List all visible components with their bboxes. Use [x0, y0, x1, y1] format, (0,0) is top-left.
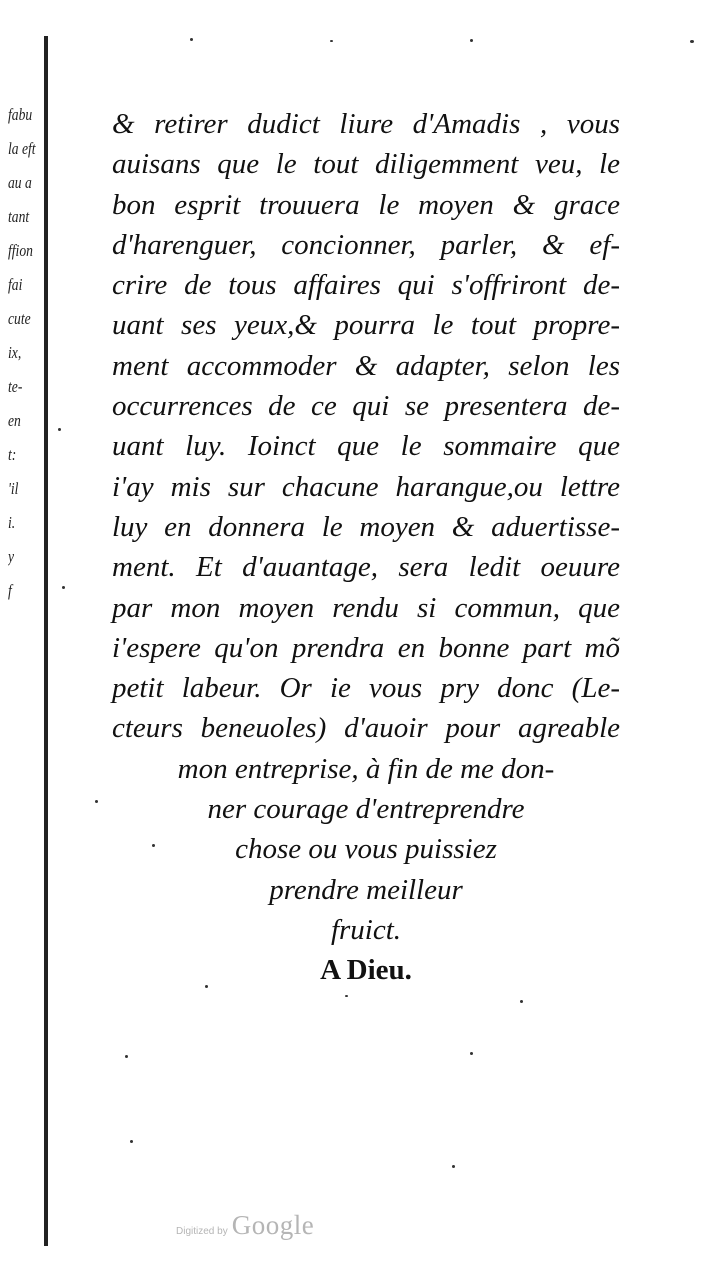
- scan-speck: [330, 40, 333, 42]
- scan-speck: [690, 40, 694, 43]
- text-line: ment. Et d'auantage, sera ledit oeuure: [112, 551, 620, 584]
- scan-speck: [452, 1165, 455, 1168]
- text-line: uant ses yeux,& pourra le tout propre-: [112, 309, 620, 342]
- google-logo: Google: [231, 1210, 315, 1240]
- scan-speck: [58, 428, 61, 431]
- scan-speck: [345, 995, 348, 997]
- tail-line: ner courage d'entreprendre: [207, 793, 525, 826]
- text-line: i'espere qu'on prendra en bonne part mõ: [112, 631, 620, 664]
- scan-speck: [470, 1052, 473, 1055]
- tail-line: fruict.: [330, 913, 402, 946]
- gutter-fragment: ix,: [8, 343, 22, 362]
- text-line: cteurs beneuoles) d'auoir pour agreable: [112, 712, 620, 745]
- text-line: occurrences de ce qui se presentera de-: [112, 390, 620, 423]
- gutter-fragment: f: [8, 581, 12, 600]
- gutter-fragment: la eft: [8, 139, 36, 158]
- gutter-fragment: cute: [8, 309, 31, 328]
- gutter-fragment: i.: [8, 513, 16, 532]
- text-line: crire de tous affaires qui s'offriront de-: [112, 269, 620, 302]
- facing-page-gutter: [8, 105, 44, 615]
- gutter-fragment: fai: [8, 275, 23, 294]
- tail-line: chose ou vous puissiez: [235, 833, 497, 866]
- text-line: par mon moyen rendu si commun, que: [112, 591, 620, 624]
- text-line: ment accommoder & adapter, selon les: [112, 349, 620, 382]
- text-line: uant luy. Ioinct que le sommaire que: [112, 430, 620, 463]
- text-line: d'harenguer, concionner, parler, & ef-: [112, 228, 620, 261]
- scan-speck: [520, 1000, 523, 1003]
- gutter-fragment: 'il: [8, 479, 19, 498]
- binding-edge-line: [44, 36, 48, 1246]
- scan-speck: [152, 844, 155, 847]
- scan-speck: [130, 1140, 133, 1143]
- closing-line: A Dieu.: [320, 954, 412, 987]
- text-line: & retirer dudict liure d'Amadis , vous: [112, 108, 620, 140]
- scan-speck: [125, 1055, 128, 1058]
- text-line: luy en donnera le moyen & aduertisse-: [112, 510, 620, 543]
- gutter-fragment: en: [8, 411, 21, 430]
- scan-speck: [205, 985, 208, 988]
- gutter-fragment: t:: [8, 445, 17, 464]
- tail-line: mon entreprise, à fin de me don-: [177, 752, 555, 785]
- text-line: bon esprit trouuera le moyen & grace: [112, 188, 620, 221]
- scan-speck: [470, 39, 473, 42]
- digitized-by-watermark: [176, 1210, 314, 1250]
- body-text: [112, 104, 620, 991]
- text-line: petit labeur. Or ie vous pry donc (Le-: [112, 672, 620, 705]
- scan-speck: [62, 586, 65, 589]
- gutter-fragment: y: [8, 547, 15, 566]
- gutter-fragment: te-: [8, 377, 23, 396]
- text-line: auisans que le tout diligemment veu, le: [112, 148, 620, 181]
- text-line: i'ay mis sur chacune harangue,ou lettre: [112, 470, 620, 503]
- scan-speck: [190, 38, 193, 41]
- watermark-prefix: Digitized by: [176, 1226, 228, 1237]
- gutter-fragment: fabu: [8, 105, 33, 124]
- tail-line: prendre meilleur: [269, 873, 463, 906]
- gutter-fragment: ffion: [8, 241, 33, 260]
- gutter-fragment: au a: [8, 173, 32, 192]
- gutter-fragment: tant: [8, 207, 30, 226]
- scan-speck: [95, 800, 98, 803]
